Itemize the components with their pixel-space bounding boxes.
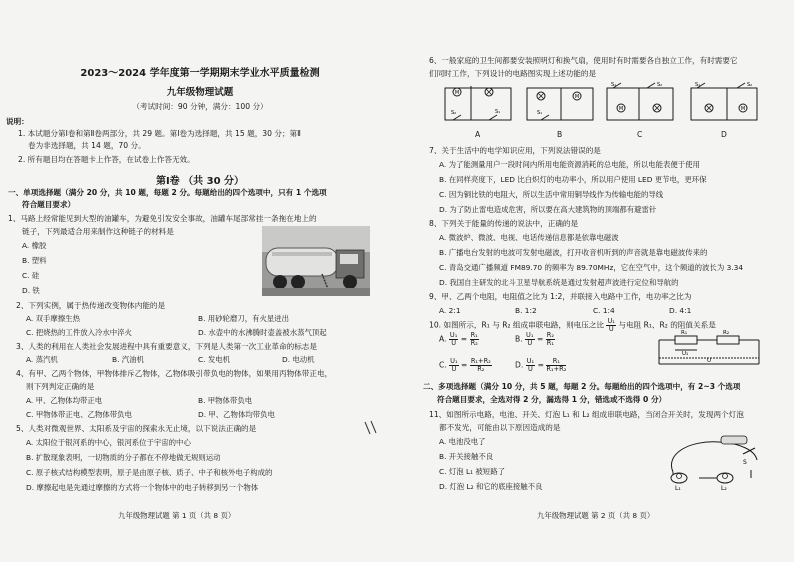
q6-circuit-b xyxy=(523,82,599,126)
svg-text:S: S xyxy=(743,459,747,466)
svg-text:L₂: L₂ xyxy=(721,485,727,492)
q8-stem: 8、下列关于能量的传递的说法中，正确的是 xyxy=(429,219,579,228)
q10-option-c: C. $\frac{\text{U₁}}{U}$ = $\frac{\text{R₁+R₂}}{\text{R₂}}$ xyxy=(439,357,491,373)
instructions-label: 说明： xyxy=(6,117,29,126)
q4-option-c: C. 甲物体带正电、乙物体带负电 xyxy=(26,410,132,419)
q11-option-d: D. 灯泡 L₂ 和它的底座接触不良 xyxy=(439,482,543,491)
instruction-2: 2. 所有题目均在答题卡上作答，在试卷上作答无效。 xyxy=(18,155,195,164)
q7-option-c: C. 因为铜比铁的电阻大，所以生活中常用铜导线作为传输电能的导线 xyxy=(439,190,664,199)
q3-stem: 3、人类的利用在人类社会发展进程中具有重要意义，下列是人类第一次工业革命的标志是 xyxy=(16,342,317,351)
q1-option-d: D. 铁 xyxy=(22,286,40,295)
bulb-l2-icon xyxy=(717,473,733,483)
section2-heading-line2: 符合题目要求，全选对得 2 分，漏选得 1 分，错选或不选得 0 分） xyxy=(437,395,667,404)
q3-option-d: D. 电动机 xyxy=(282,355,315,364)
q4-stem-line1: 4、有甲、乙两个物体，甲物体排斥乙物体，乙物体吸引带负电的物体，如果用丙物体带正电， xyxy=(16,369,333,378)
q3-option-b: B. 汽油机 xyxy=(112,355,144,364)
svg-text:S₁: S₁ xyxy=(611,82,617,88)
svg-text:L₁: L₁ xyxy=(675,485,681,492)
q5-option-b: B. 扩散现象表明，一切物质的分子都在不停地做无规则运动 xyxy=(26,453,221,462)
q6-stem-line2: 们同时工作，下列设计的电路图实现上述功能的是 xyxy=(429,69,597,78)
q3-option-c: C. 发电机 xyxy=(198,355,231,364)
q4-option-a: A. 甲、乙物体均带正电 xyxy=(26,396,103,405)
q4-stem-line2: 则下列判定正确的是 xyxy=(26,382,95,391)
q6-circuit-d xyxy=(687,80,763,126)
svg-text:S₂: S₂ xyxy=(747,82,753,88)
q2-option-d: D. 水壶中的水沸腾时壶盖被水蒸气顶起 xyxy=(198,328,327,337)
q5-option-a: A. 太阳位于银河系的中心，银河系位于宇宙的中心 xyxy=(26,438,191,447)
q2-option-a: A. 双手摩擦生热 xyxy=(26,314,80,323)
svg-text:R₂: R₂ xyxy=(723,330,730,336)
q4-option-d: D. 甲、乙物体均带负电 xyxy=(198,410,275,419)
svg-text:S₂: S₂ xyxy=(451,110,457,116)
volume-title: 第Ⅰ卷 （共 30 分） xyxy=(155,176,245,187)
page1-footer: 九年级物理试题 第 1 页（共 8 页） xyxy=(118,511,236,520)
exam-subtitle: 九年级物理试题 xyxy=(166,87,234,98)
q8-option-b: B. 广播电台发射的电波可发射电磁波，打开收音机听到的声音就是靠电磁波传来的 xyxy=(439,248,708,257)
svg-text:M: M xyxy=(740,106,746,112)
section2-heading-line1: 二、多项选择题（满分 10 分，共 5 题，每题 2 分。每题给出的四个选项中，有 2~3 个选项 xyxy=(423,382,741,391)
q6-label-a: A xyxy=(475,130,481,139)
section1-heading-line1: 一、单项选择题（满分 20 分，共 10 题，每题 2 分。每题给出的四个选项中，只有 1 个选项 xyxy=(8,188,327,197)
q7-option-d: D. 为了防止雷电造成危害，所以要在高大建筑物的顶端都有避雷针 xyxy=(439,205,657,214)
q6-circuit-a xyxy=(441,82,517,126)
q10-option-d: D. $\frac{\text{U₁}}{U}$ = $\frac{\text{R₁}}{\text{R₁+R₂}}$ xyxy=(515,357,567,373)
q2-option-c: C. 把烧热的工件放入冷水中淬火 xyxy=(26,328,132,337)
q1-option-a: A. 橡胶 xyxy=(22,241,47,250)
svg-text:M: M xyxy=(618,106,624,112)
exam-title: 2023～2024 学年度第一学期期末学业水平质量检测 xyxy=(80,68,320,79)
q9-option-d: D. 4:1 xyxy=(669,306,692,315)
q11-option-a: A. 电池没电了 xyxy=(439,437,486,446)
bulb-l1-icon xyxy=(671,473,687,483)
q6-label-c: C xyxy=(637,130,643,139)
q3-option-a: A. 蒸汽机 xyxy=(26,355,58,364)
q11-stem-line2: 都不发光，可能由以下原因造成的是 xyxy=(439,423,561,432)
tanker-truck-photo xyxy=(262,226,370,296)
section1-heading-line2: 符合题目要求） xyxy=(22,200,76,209)
svg-text:M: M xyxy=(574,94,580,100)
q5-option-d: D. 摩擦起电是先通过摩擦的方式将一个物体中的电子转移到另一个物体 xyxy=(26,483,259,492)
exam-info: （考试时间：90 分钟，满分：100 分） xyxy=(132,102,268,111)
pen-mark xyxy=(362,418,382,438)
q11-option-b: B. 开关接触不良 xyxy=(439,452,494,461)
q11-circuit-figure xyxy=(659,430,763,492)
q2-option-b: B. 用砂轮磨刀，有火星迸出 xyxy=(198,314,290,323)
q6-stem-line1: 6、一般家庭的卫生间都要安装照明灯和换气扇，使用时有时需要各自独立工作，有时需要它 xyxy=(429,56,738,65)
q10-option-a: A. $\frac{\text{U₁}}{U}$ = $\frac{\text{R₁}}{\text{R₂}}$ xyxy=(439,331,478,347)
svg-text:U: U xyxy=(707,358,712,364)
svg-text:M: M xyxy=(454,90,460,96)
svg-text:U₁: U₁ xyxy=(682,351,689,357)
q8-option-d: D. 我国自主研发的北斗卫星导航系统是通过发射超声波进行定位和导航的 xyxy=(439,278,679,287)
q11-option-c: C. 灯泡 L₁ 被短路了 xyxy=(439,467,505,476)
q8-option-a: A. 微波炉、微波、电视、电话传递信息都是依靠电磁波 xyxy=(439,233,619,242)
q9-option-a: A. 2:1 xyxy=(439,306,461,315)
svg-text:R₁: R₁ xyxy=(681,330,688,336)
q7-stem: 7、关于生活中的电学知识应用，下列说法错误的是 xyxy=(429,146,601,155)
q7-option-a: A. 为了能测量用户一段时间内所用电能资源消耗的总电能，所以电能表便于使用 xyxy=(439,160,700,169)
exam-page-2 xyxy=(397,0,794,562)
q6-label-b: B xyxy=(557,130,563,139)
q8-option-c: C. 青岛交通广播频道 FM89.70 的频率为 89.70MHz，它在空气中，这个频道的波长为 3.34 xyxy=(439,263,744,272)
q4-option-b: B. 甲物体带负电 xyxy=(198,396,253,405)
instruction-1-line2: 卷为非选择题，共 14 题，70 分。 xyxy=(28,141,146,150)
q6-circuit-c xyxy=(603,80,679,126)
battery-icon xyxy=(721,436,747,444)
page2-footer: 九年级物理试题 第 2 页（共 8 页） xyxy=(537,511,655,520)
q9-option-b: B. 1:2 xyxy=(515,306,537,315)
q1-option-b: B. 塑料 xyxy=(22,256,47,265)
svg-text:S₁: S₁ xyxy=(537,110,543,116)
svg-text:S₁: S₁ xyxy=(495,109,501,115)
q5-option-c: C. 原子核式结构模型表明，原子是由原子核、质子、中子和核外电子构成的 xyxy=(26,468,273,477)
q1-stem-line1: 1、马路上经常能见到大型的油罐车，为避免引发安全事故，油罐车尾部常挂一条拖在地上的 xyxy=(8,214,317,223)
svg-text:S₂: S₂ xyxy=(657,82,663,88)
q5-stem: 5、人类对微观世界、太阳系及宇宙的探索永无止境，以下说法正确的是 xyxy=(16,424,257,433)
q9-stem: 9、甲、乙两个电阻，电阻值之比为 1:2，并联接入电路中工作，电功率之比为 xyxy=(429,292,692,301)
q7-option-b: B. 在同样亮度下，LED 比白炽灯的电功率小，所以用户使用 LED 更节电，更环保 xyxy=(439,175,707,184)
instruction-1-line1: 1. 本试题分第Ⅰ卷和第Ⅱ卷两部分，共 29 题。第Ⅰ卷为选择题，共 15 题，30 分；第Ⅱ xyxy=(18,129,301,138)
svg-text:S₁: S₁ xyxy=(695,82,701,88)
q6-label-d: D xyxy=(721,130,727,139)
q1-stem-line2: 链子，下列最适合用来制作这种链子的材料是 xyxy=(22,227,174,236)
q10-option-b: B. $\frac{\text{U₁}}{U}$ = $\frac{\text{R₂}}{\text{R₁}}$ xyxy=(515,331,554,347)
q10-circuit-figure xyxy=(655,328,765,370)
q10-stem: 10. 如图所示，R₁ 与 R₂ 组成串联电路，则电压之比 $\frac{\text{U₁}}{U}$ 与电阻 R₁、R₂ 的阻值关系是 xyxy=(429,317,716,333)
q11-stem-line1: 11、如图所示电路，电池、开关、灯泡 L₁ 和 L₂ 组成串联电路，当闭合开关时，发现两个灯泡 xyxy=(429,410,744,419)
q2-stem: 2、下列实例，属于热传递改变物体内能的是 xyxy=(16,301,166,310)
q9-option-c: C. 1:4 xyxy=(593,306,615,315)
q1-option-c: C. 硅 xyxy=(22,271,40,280)
